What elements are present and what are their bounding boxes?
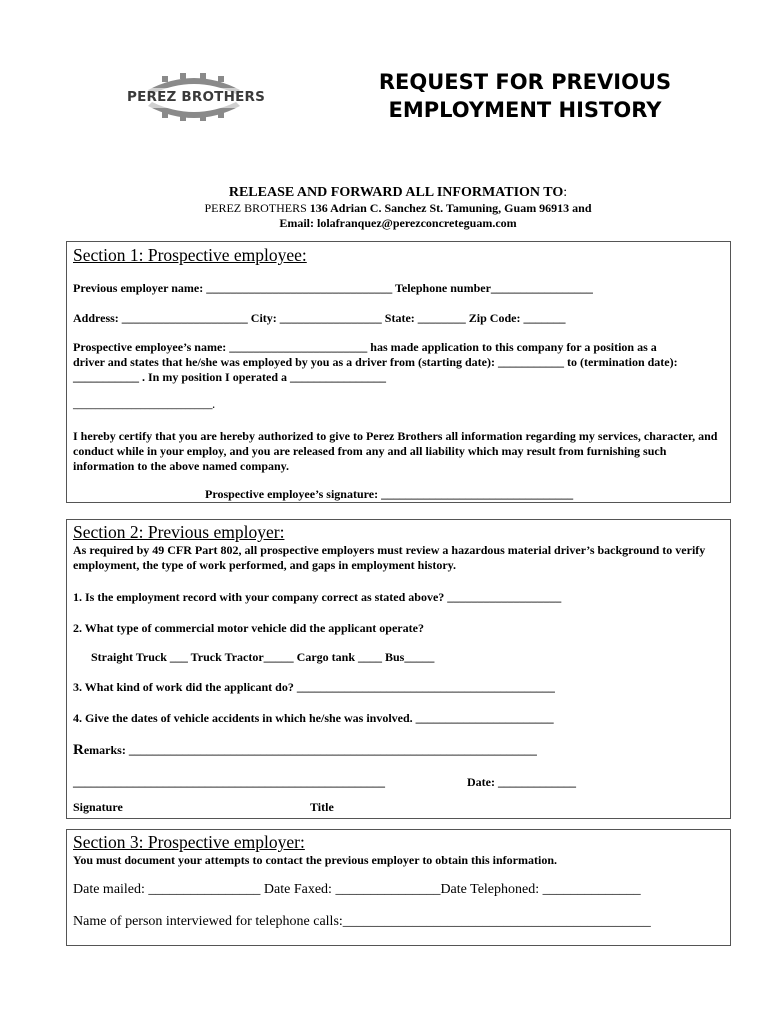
title-line-2: EMPLOYMENT HISTORY: [388, 98, 662, 122]
release-company: PEREZ BROTHERS: [204, 201, 307, 215]
date-field[interactable]: Date: _____________: [467, 775, 576, 789]
application-line-3[interactable]: ___________ . In my position I operated a ________________: [73, 370, 387, 384]
question-1[interactable]: 1. Is the employment record with your company correct as stated above? ___________________: [73, 590, 562, 604]
contact-dates-field[interactable]: Date mailed: ________________ Date Faxed: _______________Date Telephoned: ______________: [73, 882, 641, 897]
release-email: [0, 216, 770, 231]
company-logo: [118, 72, 270, 122]
signature-title-line[interactable]: ____________________________________________________: [73, 775, 385, 789]
section-2-title: Section 2: Previous employer:: [73, 522, 285, 542]
release-email-text: Email: lolafranquez@perezconcreteguam.com: [279, 216, 517, 230]
section-3-title: Section 3: Prospective employer:: [73, 832, 305, 852]
logo-text: PEREZ BROTHERS: [126, 89, 266, 105]
question-2: 2. What type of commercial motor vehicle did the applicant operate?: [73, 621, 424, 635]
vehicle-blank-field[interactable]: _______________________________.: [73, 400, 215, 410]
application-paragraph: [73, 340, 723, 385]
release-heading: [0, 184, 770, 201]
question-4[interactable]: 4. Give the dates of vehicle accidents in which he/she was involved. _______________________: [73, 711, 554, 725]
release-block: [0, 184, 770, 231]
release-heading-text: RELEASE AND FORWARD ALL INFORMATION TO: [228, 185, 564, 200]
application-line-2[interactable]: driver and states that he/she was employed by you as a driver from (starting date): ___________ to (termination date):: [73, 355, 678, 369]
employee-signature-field[interactable]: Prospective employee’s signature: ________________________________: [205, 487, 574, 501]
vehicle-type-options[interactable]: Straight Truck ___ Truck Tractor_____ Cargo tank ____ Bus_____: [91, 650, 435, 664]
certification-paragraph: I hereby certify that you are hereby authorized to give to Perez Brothers all information regarding my services, character, and conduct while in your employ, and you are released from any and all liability which may result from furnishing such information to the above named company.: [73, 429, 718, 473]
title-label: Title: [310, 800, 334, 814]
section-2-intro: As required by 49 CFR Part 802, all prospective employers must review a hazardous material driver’s background to verify employment, the type of work performed, and gaps in employment history.: [73, 543, 706, 572]
person-interviewed-field[interactable]: Name of person interviewed for telephone calls:____________________________________________: [73, 914, 651, 929]
remarks-initial: R: [73, 742, 84, 758]
release-address: [0, 201, 770, 216]
release-street: 136 Adrian C. Sanchez St. Tamuning, Guam 96913 and: [309, 201, 592, 215]
remarks-field[interactable]: [73, 742, 537, 759]
section-1-title: Section 1: Prospective employee:: [73, 245, 307, 265]
release-heading-colon: :: [563, 185, 568, 200]
document-title: [330, 68, 720, 124]
application-line-1[interactable]: Prospective employee’s name: _______________________ has made application to this company for a position as a: [73, 340, 657, 354]
previous-employer-field[interactable]: Previous employer name: _______________________________ Telephone number_________________: [73, 281, 593, 295]
signature-label: Signature: [73, 800, 123, 814]
question-3[interactable]: 3. What kind of work did the applicant do? ___________________________________________: [73, 680, 555, 694]
address-field[interactable]: Address: _____________________ City: _________________ State: ________ Zip Code: _______: [73, 311, 566, 325]
section-3-intro: You must document your attempts to contact the previous employer to obtain this information.: [73, 853, 557, 867]
remarks-text: emarks: ____________________________________________________________________: [83, 743, 537, 757]
title-line-1: REQUEST FOR PREVIOUS: [378, 70, 672, 94]
